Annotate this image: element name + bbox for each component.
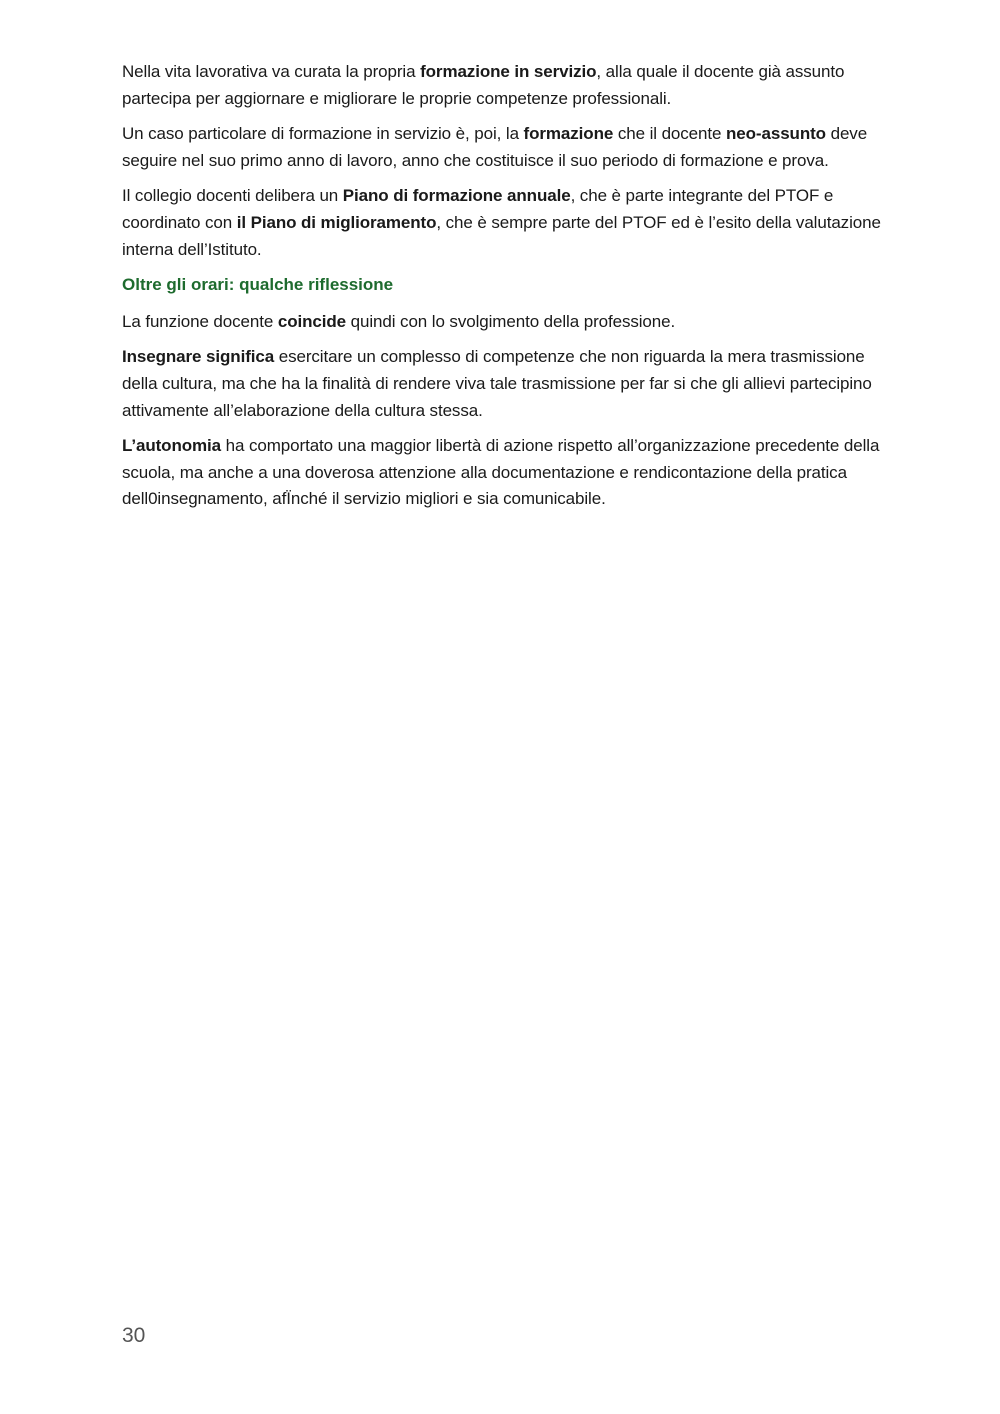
section-heading: Oltre gli orari: qualche riflessione xyxy=(122,275,394,295)
paragraph-text: quindi con lo svolgimento della professione. xyxy=(346,311,676,331)
paragraph-text: esercitare un complesso di competenze che non riguarda la mera trasmissione della cultura, ma che ha la finalità di rendere viva tale trasmissione per far si che gli allievi partecipino attivamente all’elaborazione della cultura stessa. xyxy=(122,347,872,420)
bold-term: coincide xyxy=(277,311,347,331)
paragraph-funzione-docente xyxy=(122,309,882,336)
paragraph-piano-formazione xyxy=(122,183,882,263)
paragraph-text: La funzione docente xyxy=(122,311,278,331)
paragraph-text: , che è sempre parte del PTOF ed è l’esito della valutazione interna dell’Istituto. xyxy=(122,212,881,259)
bold-term: il Piano di miglioramento xyxy=(236,212,437,232)
bold-term: Piano di formazione annuale xyxy=(342,186,571,206)
paragraph-text: , che è parte integrante del PTOF e coordinato con xyxy=(122,186,834,232)
paragraph-text: deve seguire nel suo primo anno di lavoro, anno che costituisce il suo periodo di formazione e prova. xyxy=(122,124,868,170)
page-number: 30 xyxy=(122,1324,146,1347)
paragraph-text: che il docente xyxy=(613,124,726,144)
paragraph-text: Il collegio docenti delibera un xyxy=(122,186,343,206)
paragraph-text: Un caso particolare di formazione in servizio è, poi, la xyxy=(122,124,524,144)
paragraph-autonomia xyxy=(122,433,882,513)
bold-term: Insegnare significa xyxy=(122,347,275,367)
bold-term: formazione in servizio xyxy=(420,62,597,81)
bold-term: formazione xyxy=(523,124,614,144)
paragraph-neo-assunto xyxy=(122,121,882,174)
paragraph-text: Nella vita lavorativa va curata la propria xyxy=(122,62,421,81)
document-body xyxy=(122,59,882,522)
bold-term: L’autonomia xyxy=(122,436,222,456)
bold-term: neo-assunto xyxy=(726,124,826,144)
paragraph-formazione-in-servizio xyxy=(122,59,882,112)
paragraph-insegnare xyxy=(122,344,882,424)
paragraph-text: , alla quale il docente già assunto partecipa per aggiornare e migliorare le proprie competenze professionali. xyxy=(122,62,845,108)
paragraph-text: ha comportato una maggior libertà di azione rispetto all’organizzazione precedente della scuola, ma anche a una doverosa attenzione alla documentazione e rendicontazione della pratica dell0insegnamento, afÏnché il servizio migliori e sia comunicabile. xyxy=(122,436,880,509)
